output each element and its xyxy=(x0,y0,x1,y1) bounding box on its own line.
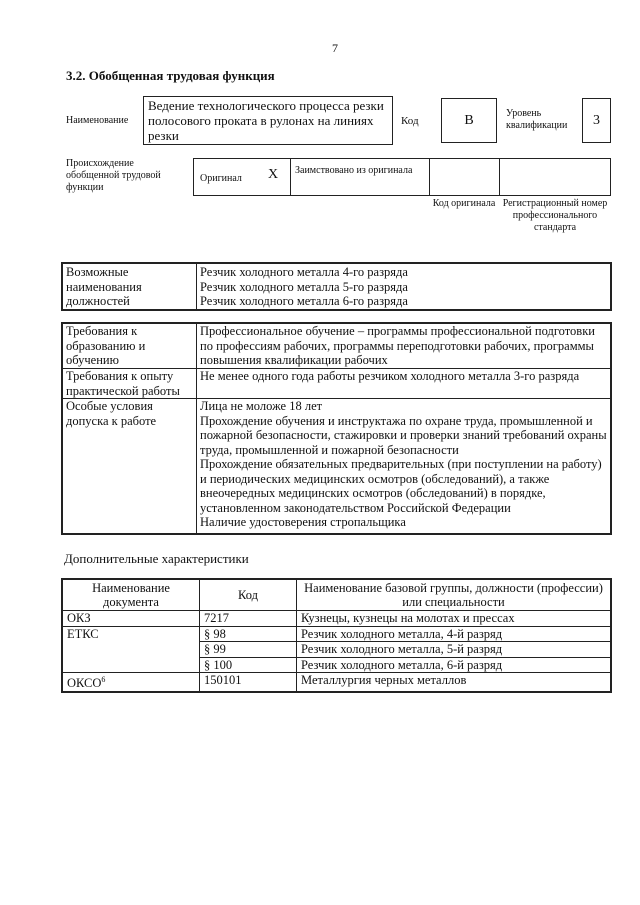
row-code: 150101 xyxy=(200,673,297,692)
requirement-row xyxy=(62,369,611,399)
row-name: Резчик холодного металла, 4-й разряд xyxy=(297,626,612,642)
header-name: Наименование базовой группы, должности (профессии) или специальности xyxy=(297,579,612,611)
positions-list xyxy=(197,263,612,310)
origin-label: Происхождение обобщенной трудовой функции xyxy=(66,158,161,193)
requirement-line: Прохождение обязательных предварительных (при поступлении на работу) и периодических медицинских осмотров (обследований), а также внеочередных медицинских осмотров (обследований) в порядке, установленном законодательством Российской Федерации xyxy=(200,457,602,515)
origin-borrowed-label: Заимствовано из оригинала xyxy=(295,165,413,176)
requirement-label: Особые условия допуска к работе xyxy=(62,399,197,535)
origin-borrowed-cell xyxy=(291,159,430,195)
row-doc: ОКЗ xyxy=(62,611,200,627)
requirement-line: Профессиональное обучение – программы профессиональной подготовки по профессиям рабочих, программы переподготовки рабочих, программы повышения квалификации рабочих xyxy=(200,324,595,367)
requirement-label: Требования к образованию и обучению xyxy=(62,323,197,369)
requirement-line: Лица не моложе 18 лет xyxy=(200,399,323,413)
requirement-label: Требования к опыту практической работы xyxy=(62,369,197,399)
function-name-label: Наименование xyxy=(66,115,129,126)
origin-original-cell xyxy=(194,159,291,195)
requirement-row xyxy=(62,323,611,369)
function-name-value: Ведение технологического процесса резки полосового проката в рулонах на линиях резки xyxy=(143,96,393,145)
row-name: Кузнецы, кузнецы на молотах и прессах xyxy=(297,611,612,627)
row-name: Резчик холодного металла, 5-й разряд xyxy=(297,642,612,658)
table-row xyxy=(62,611,611,627)
positions-label: Возможные наименования должностей xyxy=(62,263,197,310)
positions-table xyxy=(61,262,612,311)
row-doc xyxy=(62,673,200,692)
origin-original-mark: X xyxy=(268,167,279,182)
requirement-value xyxy=(197,323,612,369)
origin-code-cell xyxy=(430,159,500,195)
additional-table xyxy=(61,578,612,693)
origin-original-label: Оригинал xyxy=(200,173,242,184)
row-code: § 100 xyxy=(200,657,297,673)
requirement-line: Не менее одного года работы резчиком холодного металла 3-го разряда xyxy=(200,369,580,383)
row-name: Металлургия черных металлов xyxy=(297,673,612,692)
requirement-value xyxy=(197,399,612,535)
positions-row xyxy=(62,263,611,310)
row-name: Резчик холодного металла, 6-й разряд xyxy=(297,657,612,673)
requirement-value xyxy=(197,369,612,399)
row-code: 7217 xyxy=(200,611,297,627)
requirement-line: Прохождение обучения и инструктажа по охране труда, промышленной и пожарной безопасности, стажировки и проверки знаний требований охраны труда, промышленной и пожарной безопасности xyxy=(200,413,607,457)
function-code-label: Код xyxy=(401,115,419,127)
header-document: Наименование документа xyxy=(62,579,200,611)
position-item: Резчик холодного металла 4-го разряда xyxy=(200,265,408,279)
table-row xyxy=(62,673,611,692)
row-doc-text: ОКСО xyxy=(67,676,102,691)
header-code: Код xyxy=(200,579,297,611)
section-title: 3.2. Обобщенная трудовая функция xyxy=(66,68,275,83)
qualification-level-value: 3 xyxy=(582,98,611,143)
requirement-line: Наличие удостоверения стропальщика xyxy=(200,515,406,529)
function-code-value: В xyxy=(441,98,497,143)
footnote-marker: 6 xyxy=(101,675,106,684)
position-item: Резчик холодного металла 6-го разряда xyxy=(200,294,408,308)
row-code: § 98 xyxy=(200,626,297,642)
qualification-level-label: Уровень квалификации xyxy=(506,108,568,131)
row-code: § 99 xyxy=(200,642,297,658)
additional-title: Дополнительные характеристики xyxy=(64,551,249,566)
table-row xyxy=(62,626,611,642)
additional-header-row xyxy=(62,579,611,611)
origin-row xyxy=(193,158,611,196)
requirements-table xyxy=(61,322,612,535)
page-number: 7 xyxy=(332,41,338,55)
requirement-row xyxy=(62,399,611,535)
origin-reg-cell xyxy=(500,159,610,195)
position-item: Резчик холодного металла 5-го разряда xyxy=(200,279,408,294)
origin-code-caption: Код оригинала xyxy=(432,198,496,209)
origin-reg-caption: Регистрационный номер профессионального стандарта xyxy=(502,198,608,233)
row-doc: ЕТКС xyxy=(62,626,200,673)
